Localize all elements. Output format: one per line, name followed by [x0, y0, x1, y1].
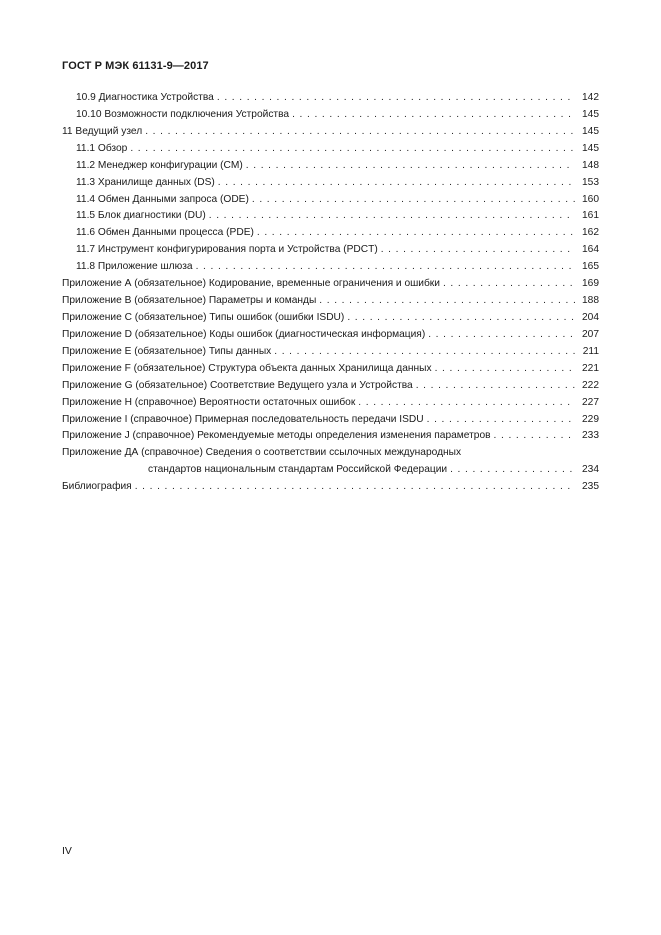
toc-page-number: 160	[582, 193, 599, 205]
toc-entry-title: Приложение Е (обязательное) Типы данных	[62, 345, 272, 357]
toc-entry-title: 11.4 Обмен Данными запроса (ODE)	[76, 193, 249, 205]
toc-dot-leader	[196, 259, 575, 276]
toc-entry[interactable]	[62, 395, 599, 412]
toc-entry[interactable]	[62, 310, 599, 327]
toc-dot-leader	[246, 158, 575, 175]
toc-page-number: 188	[582, 295, 599, 307]
toc-dot-leader	[218, 175, 575, 192]
toc-entry[interactable]	[62, 141, 599, 158]
toc-page-number: 229	[582, 413, 599, 425]
table-of-contents	[62, 90, 599, 496]
toc-entry-title: 11.7 Инструмент конфигурирования порта и Устройства (PDCT)	[76, 244, 378, 256]
toc-page-number: 145	[582, 108, 599, 120]
toc-dot-leader	[443, 276, 575, 293]
toc-page-number: 211	[582, 345, 599, 357]
toc-entry-title-continuation: стандартов национальным стандартам Российской Федерации	[148, 464, 448, 476]
toc-dot-leader	[435, 361, 575, 378]
toc-page-number: 148	[582, 159, 599, 171]
toc-entry-title: 11.2 Менеджер конфигурации (CM)	[76, 159, 243, 171]
toc-dot-leader	[427, 412, 575, 429]
toc-entry-title: 11.8 Приложение шлюза	[76, 261, 193, 273]
toc-entry[interactable]	[62, 208, 599, 225]
toc-dot-leader	[450, 462, 575, 479]
toc-entry-title: Приложение D (обязательное) Коды ошибок (диагностическая информация)	[62, 328, 426, 340]
toc-entry-title: Библиография	[62, 481, 132, 493]
toc-dot-leader	[252, 192, 575, 209]
toc-page-number: 221	[582, 362, 599, 374]
toc-dot-leader	[428, 327, 575, 344]
toc-entry[interactable]	[62, 293, 599, 310]
toc-entry-title: 10.10 Возможности подключения Устройства	[76, 108, 290, 120]
toc-page-number: 227	[582, 396, 599, 408]
toc-dot-leader	[274, 344, 575, 361]
toc-entry[interactable]	[62, 158, 599, 175]
toc-dot-leader	[347, 310, 575, 327]
toc-page-number: 165	[582, 261, 599, 273]
toc-dot-leader	[130, 141, 575, 158]
document-header: ГОСТ Р МЭК 61131-9—2017	[62, 60, 209, 72]
toc-dot-leader	[292, 107, 575, 124]
toc-entry[interactable]	[62, 259, 599, 276]
toc-entry-title: 11.1 Обзор	[76, 142, 128, 154]
toc-entry[interactable]	[62, 192, 599, 209]
toc-dot-leader	[135, 479, 575, 496]
toc-entry[interactable]	[62, 361, 599, 378]
toc-dot-leader	[416, 378, 575, 395]
toc-entry[interactable]	[62, 412, 599, 429]
toc-entry-title: Приложение G (обязательное) Соответствие Ведущего узла и Устройства	[62, 379, 413, 391]
toc-entry-title: 11.3 Хранилище данных (DS)	[76, 176, 215, 188]
toc-page-number: 153	[582, 176, 599, 188]
toc-entry-title: 10.9 Диагностика Устройства	[76, 92, 214, 103]
toc-page-number: 204	[582, 311, 599, 323]
toc-entry-title: Приложение F (обязательное) Структура объекта данных Хранилища данных	[62, 362, 432, 374]
toc-entry-title: 11.6 Обмен Данными процесса (PDE)	[76, 227, 254, 239]
toc-page-number: 222	[582, 379, 599, 391]
toc-page-number: 234	[582, 464, 599, 476]
toc-entry[interactable]	[62, 242, 599, 259]
toc-dot-leader	[381, 242, 575, 259]
toc-page-number: 207	[582, 328, 599, 340]
toc-entry[interactable]	[62, 479, 599, 496]
toc-dot-leader	[145, 124, 575, 141]
toc-entry[interactable]	[62, 124, 599, 141]
toc-entry[interactable]	[62, 107, 599, 124]
toc-entry[interactable]	[62, 225, 599, 242]
toc-dot-leader	[358, 395, 575, 412]
toc-entry-title: 11 Ведущий узел	[62, 125, 143, 137]
toc-entry-title: Приложение J (справочное) Рекомендуемые методы определения изменения параметров	[62, 430, 491, 442]
toc-entry-title: Приложение В (обязательное) Параметры и команды	[62, 295, 317, 307]
toc-entry[interactable]	[62, 378, 599, 395]
toc-entry-title: Приложение А (обязательное) Кодирование, временные ограничения и ошибки	[62, 278, 440, 290]
toc-page-number: 233	[582, 430, 599, 442]
toc-dot-leader	[209, 208, 575, 225]
toc-page-number: 145	[582, 125, 599, 137]
toc-dot-leader	[494, 428, 575, 445]
toc-dot-leader	[319, 293, 575, 310]
toc-entry[interactable]	[62, 276, 599, 293]
toc-entry-title: Приложение Н (справочное) Вероятности остаточных ошибок	[62, 396, 356, 408]
toc-entry-title: Приложение I (справочное) Примерная последовательность передачи ISDU	[62, 413, 424, 425]
toc-page-number: 164	[582, 244, 599, 256]
toc-entry[interactable]	[62, 445, 599, 479]
toc-entry[interactable]	[62, 175, 599, 192]
toc-page-number: 162	[582, 227, 599, 239]
toc-page-number: 142	[582, 92, 599, 103]
toc-page-number: 145	[582, 142, 599, 154]
toc-entry-title: Приложение С (обязательное) Типы ошибок (ошибки ISDU)	[62, 311, 345, 323]
toc-entry[interactable]	[62, 327, 599, 344]
toc-entry-title: Приложение ДА (справочное) Сведения о соответствии ссылочных международных	[62, 447, 462, 459]
toc-page-number: 161	[582, 210, 599, 222]
toc-page-number: 169	[582, 278, 599, 290]
toc-entry-title: 11.5 Блок диагностики (DU)	[76, 210, 206, 222]
toc-entry[interactable]	[62, 428, 599, 445]
toc-dot-leader	[217, 90, 575, 107]
toc-dot-leader	[257, 225, 575, 242]
toc-entry[interactable]	[62, 344, 599, 361]
toc-page-number: 235	[582, 481, 599, 493]
toc-entry[interactable]	[62, 90, 599, 107]
page-number: IV	[62, 845, 72, 857]
